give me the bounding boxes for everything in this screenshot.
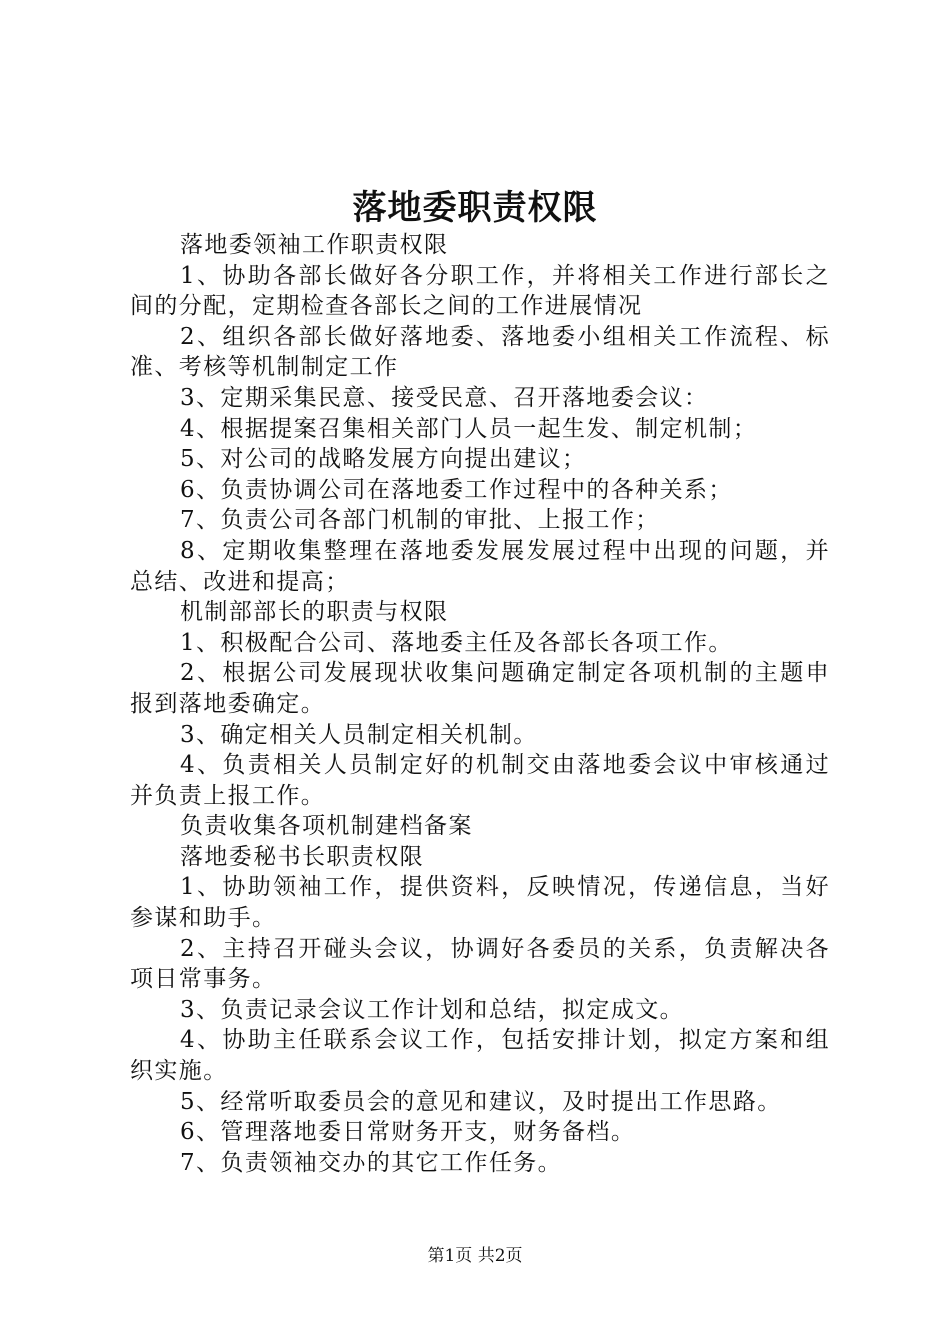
paragraph: 5、经常听取委员会的意见和建议，及时提出工作思路。 (180, 1088, 782, 1115)
page-number-footer: 第1页 共2页 (427, 1246, 523, 1266)
paragraph: 落地委领袖工作职责权限 (180, 232, 449, 258)
paragraph: 6、管理落地委日常财务开支，财务备档。 (180, 1119, 636, 1146)
paragraph: 1、协助领袖工作，提供资料，反映情况，传递信息，当好参谋和助手。 (130, 874, 830, 932)
document-title: 落地委职责权限 (352, 188, 598, 228)
paragraph: 2、主持召开碰头会议，协调好各委员的关系，负责解决各项日常事务。 (130, 935, 830, 993)
paragraph: 3、定期采集民意、接受民意、召开落地委会议： (180, 384, 709, 411)
paragraph: 7、负责公司各部门机制的审批、上报工作； (180, 507, 660, 534)
paragraph: 5、对公司的战略发展方向提出建议； (180, 446, 587, 473)
paragraph: 4、根据提案召集相关部门人员一起生发、制定机制； (180, 415, 758, 442)
paragraph: 8、定期收集整理在落地委发展发展过程中出现的问题，并总结、改进和提高； (130, 537, 830, 595)
paragraph: 3、确定相关人员制定相关机制。 (180, 721, 538, 748)
paragraph: 3、负责记录会议工作计划和总结，拟定成文。 (180, 996, 685, 1023)
paragraph: 负责收集各项机制建档备案 (180, 813, 473, 840)
paragraph: 机制部部长的职责与权限 (180, 599, 449, 626)
paragraph: 2、根据公司发展现状收集问题确定制定各项机制的主题申报到落地委确定。 (130, 660, 830, 717)
paragraph: 1、协助各部长做好各分职工作，并将相关工作进行部长之间的分配，定期检查各部长之间的工作进展情况 (130, 262, 830, 320)
paragraph: 1、积极配合公司、落地委主任及各部长各项工作。 (180, 629, 733, 656)
paragraph: 7、负责领袖交办的其它工作任务。 (180, 1149, 563, 1176)
paragraph: 6、负责协调公司在落地委工作过程中的各种关系； (180, 476, 733, 503)
paragraph: 4、负责相关人员制定好的机制交由落地委会议中审核通过并负责上报工作。 (130, 752, 830, 809)
paragraph: 2、组织各部长做好落地委、落地委小组相关工作流程、标准、考核等机制制定工作 (130, 323, 830, 381)
paragraph: 4、协助主任联系会议工作，包括安排计划，拟定方案和组织实施。 (130, 1027, 830, 1085)
paragraph: 落地委秘书长职责权限 (180, 843, 424, 870)
document-body (130, 230, 830, 1178)
